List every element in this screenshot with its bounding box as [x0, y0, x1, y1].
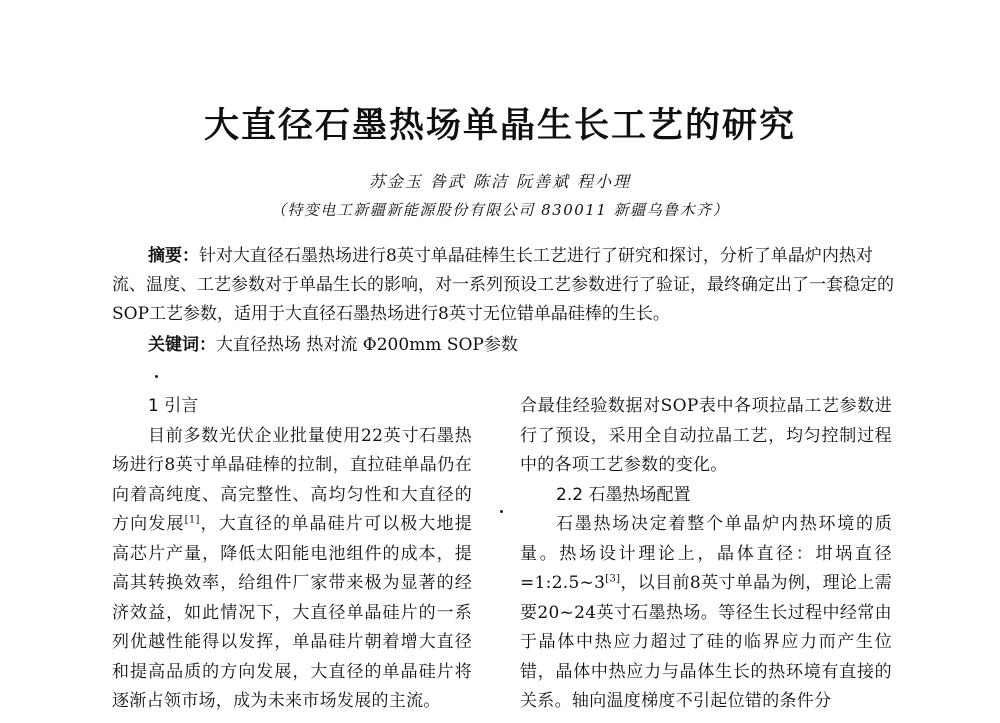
- keywords: [148, 331, 894, 360]
- left-column: [112, 392, 472, 717]
- right-column: [520, 392, 892, 717]
- abstract-label: 摘要：: [148, 246, 199, 266]
- section-1-paragraph: [112, 422, 472, 717]
- section-1-text-a: 目前多数光伏企业批量使用22英寸石墨热场进行8英寸单晶硅棒的拉制，直拉硅单晶仍在向着高纯度、高完整性、高均匀性和大直径的方向发展: [112, 425, 472, 534]
- section-1-text-b: ，大直径的单晶硅片可以极大地提高芯片产量，降低太阳能电池组件的成本，提高其转换效率，给组件厂家带来极为显著的经济效益，如此情况下，大直径单晶硅片的一系列优越性能得以发挥，单晶硅片朝着增大直径和提高品质的方向发展，大直径的单晶硅片将逐渐占领市场，成为未来市场发展的主流。: [112, 514, 473, 711]
- section-2-2-heading: 2.2 石墨热场配置: [556, 484, 691, 505]
- citation-1: [1]: [184, 514, 200, 526]
- scan-speck: [500, 510, 503, 513]
- keywords-text: 大直径热场 热对流 Φ200mm SOP参数: [216, 335, 518, 355]
- section-2-2-paragraph: [520, 510, 892, 717]
- section-1-heading: 1 引言: [148, 396, 199, 416]
- affiliation: （特变电工新疆新能源股份有限公司 830011 新疆乌鲁木齐）: [270, 201, 730, 219]
- abstract: [112, 242, 894, 329]
- authors: 苏金玉 昝武 陈洁 阮善斌 程小理: [368, 172, 632, 191]
- section-2-2-text-a: 石墨热场决定着整个单晶炉内热环境的质量。热场设计理论上，晶体直径：坩埚直径=1:2.5~3: [520, 514, 892, 593]
- continued-paragraph: 合最佳经验数据对SOP表中各项拉晶工艺参数进行了预设，采用全自动拉晶工艺，均匀控制过程中的各项工艺参数的变化。: [520, 396, 892, 475]
- citation-3: [3]: [605, 573, 621, 585]
- abstract-text: 针对大直径石墨热场进行8英寸单晶硅棒生长工艺进行了研究和探讨，分析了单晶炉内热对流、温度、工艺参数对于单晶生长的影响，对一系列预设工艺参数进行了验证，最终确定出了一套稳定的SOP工艺参数，适用于大直径石墨热场进行8英寸无位错单晶硅棒的生长。: [112, 246, 894, 324]
- keywords-label: 关键词：: [148, 335, 216, 355]
- scan-speck: [155, 375, 158, 378]
- page-title: 大直径石墨热场单晶生长工艺的研究: [203, 106, 796, 146]
- section-2-2-text-b: ，以目前8英寸单晶为例，理论上需要20~24英寸石墨热场。等径生长过程中经常由于晶体中热应力超过了硅的临界应力而产生位错，晶体中热应力与晶体生长的热环境有直接的关系。轴向温度梯度不引起位错的条件分: [520, 573, 892, 711]
